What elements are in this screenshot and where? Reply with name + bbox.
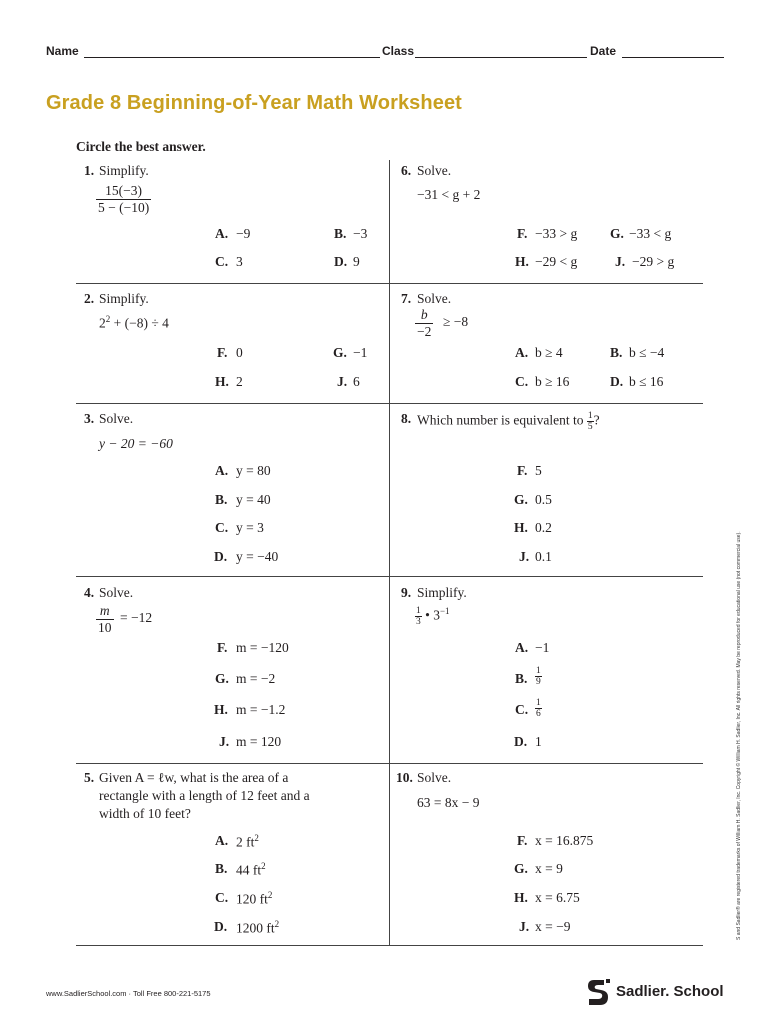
choice-text[interactable]: 0: [236, 345, 243, 360]
denominator: 10: [98, 620, 112, 635]
unit-exponent: 2: [267, 890, 273, 900]
row-divider: [76, 576, 703, 577]
question-number: 2.: [84, 291, 95, 306]
prompt-end: ?: [593, 412, 600, 428]
question-number: 5.: [84, 770, 95, 785]
choice-text[interactable]: 0.5: [535, 492, 552, 507]
unit: ft: [246, 834, 255, 850]
expression: y − 20 = −60: [99, 436, 173, 451]
question-prompt: Simplify.: [99, 291, 149, 306]
numerator: m: [96, 603, 114, 620]
copyright-note: S and Sadlier® are registered trademarks of William H. Sadlier, Inc. Copyright © William H. Sadlier, Inc. All rights reserved. May be reproduced for educational use (not commercial use).: [736, 531, 742, 940]
choice-letter[interactable]: C.: [215, 254, 229, 269]
name-field[interactable]: [84, 57, 380, 58]
question-number: 8.: [401, 411, 412, 426]
choice-letter[interactable]: D.: [334, 254, 348, 269]
choice-text[interactable]: −33 > g: [535, 226, 578, 241]
base: 2: [99, 315, 106, 331]
choice-text[interactable]: b ≤ 16: [629, 374, 664, 389]
choice-letter[interactable]: D.: [214, 549, 228, 564]
denominator: 5: [587, 422, 593, 432]
choice-text[interactable]: −9: [236, 226, 251, 241]
fraction: [535, 698, 542, 719]
choice-letter[interactable]: G.: [215, 671, 229, 686]
unit-exponent: 2: [254, 833, 259, 843]
question-number: 7.: [401, 291, 412, 306]
question-number: 1.: [84, 163, 95, 178]
numerator: 1: [536, 666, 541, 676]
fraction: [587, 411, 594, 432]
choice-letter[interactable]: B.: [515, 671, 528, 686]
choice-value: 1200: [236, 920, 267, 936]
choice-letter[interactable]: G.: [514, 492, 528, 507]
numerator: 15(−3): [96, 183, 151, 200]
choice-text[interactable]: −1: [353, 345, 368, 360]
choice-text[interactable]: x = 16.875: [535, 833, 594, 848]
choice-letter[interactable]: H.: [514, 520, 528, 535]
denominator: 6: [536, 709, 541, 719]
choice-text[interactable]: x = −9: [535, 919, 571, 934]
question-prompt: Solve.: [99, 411, 134, 426]
expression: [415, 606, 450, 627]
choice-letter[interactable]: J.: [519, 549, 530, 564]
exponent: −1: [439, 606, 450, 617]
choice-letter[interactable]: C.: [515, 702, 529, 717]
expression-mid: • 3: [421, 607, 440, 623]
row-divider: [76, 945, 703, 946]
choice-letter[interactable]: J.: [519, 919, 530, 934]
date-label: Date: [590, 44, 617, 58]
expression-rest: ≥ −8: [443, 314, 469, 329]
choice-text[interactable]: x = 6.75: [535, 890, 580, 905]
choice-value: 44: [236, 862, 253, 878]
question-prompt: Solve.: [99, 585, 134, 600]
choice-text[interactable]: 9: [353, 254, 360, 269]
choice-letter[interactable]: A.: [215, 463, 229, 478]
denominator: 3: [416, 617, 421, 627]
question-number: 6.: [401, 163, 412, 178]
question-prompt: [417, 411, 600, 432]
choice-text[interactable]: 5: [535, 463, 542, 478]
question-number: 9.: [401, 585, 412, 600]
unit: ft: [259, 891, 268, 907]
worksheet-title: Grade 8 Beginning-of-Year Math Worksheet: [46, 92, 462, 114]
class-label: Class: [382, 44, 415, 58]
choice-letter[interactable]: F.: [217, 640, 228, 655]
choice-letter[interactable]: A.: [515, 640, 529, 655]
choice-text[interactable]: 0.1: [535, 549, 552, 564]
choice-text[interactable]: −3: [353, 226, 368, 241]
fraction: [96, 183, 151, 216]
choice-text[interactable]: [236, 890, 272, 908]
choice-text[interactable]: y = 3: [236, 520, 264, 535]
choice-letter[interactable]: F.: [517, 226, 528, 241]
choice-text[interactable]: −1: [535, 640, 550, 655]
choice-text[interactable]: m = −2: [236, 671, 276, 686]
question-prompt-line-2: rectangle with a length of 12 feet and a: [99, 788, 310, 803]
row-divider: [76, 763, 703, 764]
choice-letter[interactable]: B.: [334, 226, 347, 241]
question-prompt: Solve.: [417, 163, 452, 178]
date-field[interactable]: [622, 57, 724, 58]
row-divider: [76, 403, 703, 404]
choice-value: 120: [236, 891, 260, 907]
choice-text[interactable]: [535, 666, 542, 687]
choice-letter[interactable]: C.: [215, 520, 229, 535]
choice-text[interactable]: y = 40: [236, 492, 271, 507]
choice-text[interactable]: −29 > g: [632, 254, 675, 269]
instructions: Circle the best answer.: [76, 139, 206, 154]
row-divider: [76, 283, 703, 284]
choice-letter[interactable]: F.: [517, 463, 528, 478]
fraction: [415, 307, 433, 340]
question-prompt: Simplify.: [99, 163, 149, 178]
question-prompt-line-3: width of 10 feet?: [99, 806, 191, 821]
choice-letter[interactable]: A.: [515, 345, 529, 360]
student-info-header: [46, 44, 724, 62]
choice-letter[interactable]: G.: [514, 861, 528, 876]
choice-letter[interactable]: D.: [610, 374, 624, 389]
sadlier-s-icon: [586, 978, 612, 1008]
numerator: b: [415, 307, 433, 324]
choice-text[interactable]: [535, 698, 542, 719]
denominator: −2: [417, 324, 432, 339]
choice-text[interactable]: −33 < g: [629, 226, 672, 241]
expression: 63 = 8x − 9: [417, 795, 480, 810]
choice-letter[interactable]: B.: [215, 492, 228, 507]
choice-letter[interactable]: F.: [217, 345, 228, 360]
choice-value: 2: [236, 834, 247, 850]
choice-letter[interactable]: H.: [215, 374, 229, 389]
prompt-text: Which number is equivalent to: [417, 412, 587, 428]
choice-letter[interactable]: H.: [515, 254, 529, 269]
name-label: Name: [46, 44, 79, 58]
question-prompt-line-1: Given A = ℓw, what is the area of a: [99, 770, 289, 785]
choice-text[interactable]: m = −120: [236, 640, 289, 655]
choice-letter[interactable]: B.: [610, 345, 623, 360]
unit-exponent: 2: [261, 861, 266, 871]
fraction: [535, 666, 542, 687]
question-number: 10.: [396, 770, 413, 785]
choice-text[interactable]: 6: [353, 374, 360, 389]
choice-letter[interactable]: G.: [333, 345, 347, 360]
choice-letter[interactable]: H.: [214, 702, 228, 717]
choice-text[interactable]: 3: [236, 254, 243, 269]
choice-letter[interactable]: A.: [215, 833, 229, 848]
numerator: 1: [416, 606, 421, 616]
choice-text[interactable]: x = 9: [535, 861, 563, 876]
numerator: 1: [587, 411, 593, 421]
choice-letter[interactable]: F.: [517, 833, 528, 848]
expression-rest: = −12: [120, 610, 153, 625]
fraction: [415, 606, 422, 627]
expression: −31 < g + 2: [417, 187, 481, 202]
choice-text[interactable]: [236, 919, 279, 937]
exponent: 2: [105, 314, 111, 324]
choice-text[interactable]: b ≥ 4: [535, 345, 563, 360]
unit: ft: [252, 862, 262, 878]
choice-letter[interactable]: G.: [610, 226, 624, 241]
denominator: 9: [536, 677, 541, 687]
question-number: 3.: [84, 411, 95, 426]
denominator: 5 − (−10): [98, 200, 150, 215]
choice-letter[interactable]: C.: [215, 890, 229, 905]
choice-text[interactable]: y = −40: [236, 549, 279, 564]
choice-text[interactable]: 1: [535, 734, 542, 749]
choice-text[interactable]: b ≥ 16: [535, 374, 570, 389]
unit-exponent: 2: [274, 919, 280, 929]
question-number: 4.: [84, 585, 95, 600]
column-divider: [389, 160, 390, 946]
choice-letter[interactable]: J.: [615, 254, 626, 269]
expression-rest: + (−8) ÷ 4: [110, 315, 169, 331]
choice-letter[interactable]: J.: [337, 374, 348, 389]
choice-text[interactable]: m = 120: [236, 734, 282, 749]
fraction: [96, 603, 114, 636]
unit: ft: [266, 920, 275, 936]
choice-text[interactable]: b ≤ −4: [629, 345, 665, 360]
sadlier-logo: [586, 978, 726, 1008]
choice-letter[interactable]: H.: [514, 890, 528, 905]
choice-text[interactable]: y = 80: [236, 463, 271, 478]
numerator: 1: [536, 698, 541, 708]
choice-letter[interactable]: D.: [214, 919, 228, 934]
choice-text[interactable]: 0.2: [535, 520, 552, 535]
choice-letter[interactable]: C.: [515, 374, 529, 389]
expression: [99, 314, 169, 332]
choice-text[interactable]: [236, 833, 259, 851]
choice-letter[interactable]: J.: [219, 734, 230, 749]
footer-contact: www.SadlierSchool.com · Toll Free 800-221-5175: [46, 989, 211, 998]
choice-letter[interactable]: A.: [215, 226, 229, 241]
question-prompt: Solve.: [417, 291, 452, 306]
choice-text[interactable]: −29 < g: [535, 254, 578, 269]
choice-text[interactable]: m = −1.2: [236, 702, 286, 717]
choice-text[interactable]: [236, 861, 266, 879]
choice-letter[interactable]: D.: [514, 734, 528, 749]
choice-text[interactable]: 2: [236, 374, 243, 389]
question-prompt: Simplify.: [417, 585, 467, 600]
class-field[interactable]: [415, 57, 587, 58]
choice-letter[interactable]: B.: [215, 861, 228, 876]
question-prompt: Solve.: [417, 770, 452, 785]
logo-text: Sadlier. School: [616, 983, 724, 1000]
